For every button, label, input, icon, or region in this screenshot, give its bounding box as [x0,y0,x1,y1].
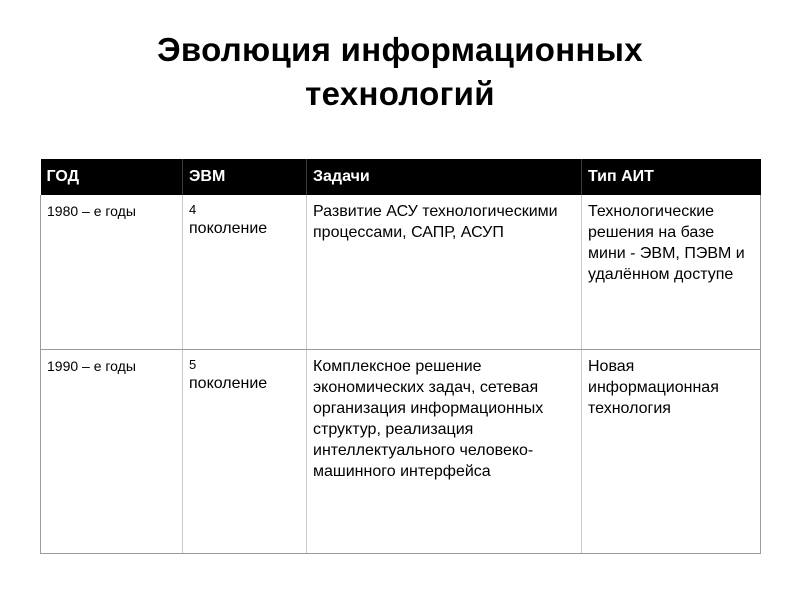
cell-generation [183,350,307,554]
column-header-ait-type: Тип АИТ [582,159,761,195]
cell-year: 1980 – е годы [41,195,183,350]
cell-tasks: Развитие АСУ технологическими процессами, САПР, АСУП [307,195,582,350]
generation-label: поколение [189,220,268,237]
generation-label: поколение [189,375,268,392]
cell-generation [183,195,307,350]
table-row [41,195,761,350]
generation-number: 4 [189,202,197,217]
column-header-tasks: Задачи [307,159,582,195]
generation-number: 5 [189,357,197,372]
cell-tasks: Комплексное решение экономических задач, сетевая организация информационных структур, реализация интеллектуального человеко-машинного интерфейса [307,350,582,554]
cell-ait-type: Новая информационная технология [582,350,761,554]
column-header-year: ГОД [41,159,183,195]
table-header-row [41,159,761,195]
cell-ait-type: Технологические решения на базе мини - ЭВМ, ПЭВМ и удалённом доступе [582,195,761,350]
table-header [41,159,761,195]
column-header-computer: ЭВМ [183,159,307,195]
cell-year: 1990 – е годы [41,350,183,554]
evolution-table [40,159,761,554]
slide-title-line-1: Эволюция информационных [157,31,643,68]
slide-title-line-2: технологий [305,75,495,112]
table-body [41,195,761,554]
slide-title [0,28,800,116]
table-row [41,350,761,554]
